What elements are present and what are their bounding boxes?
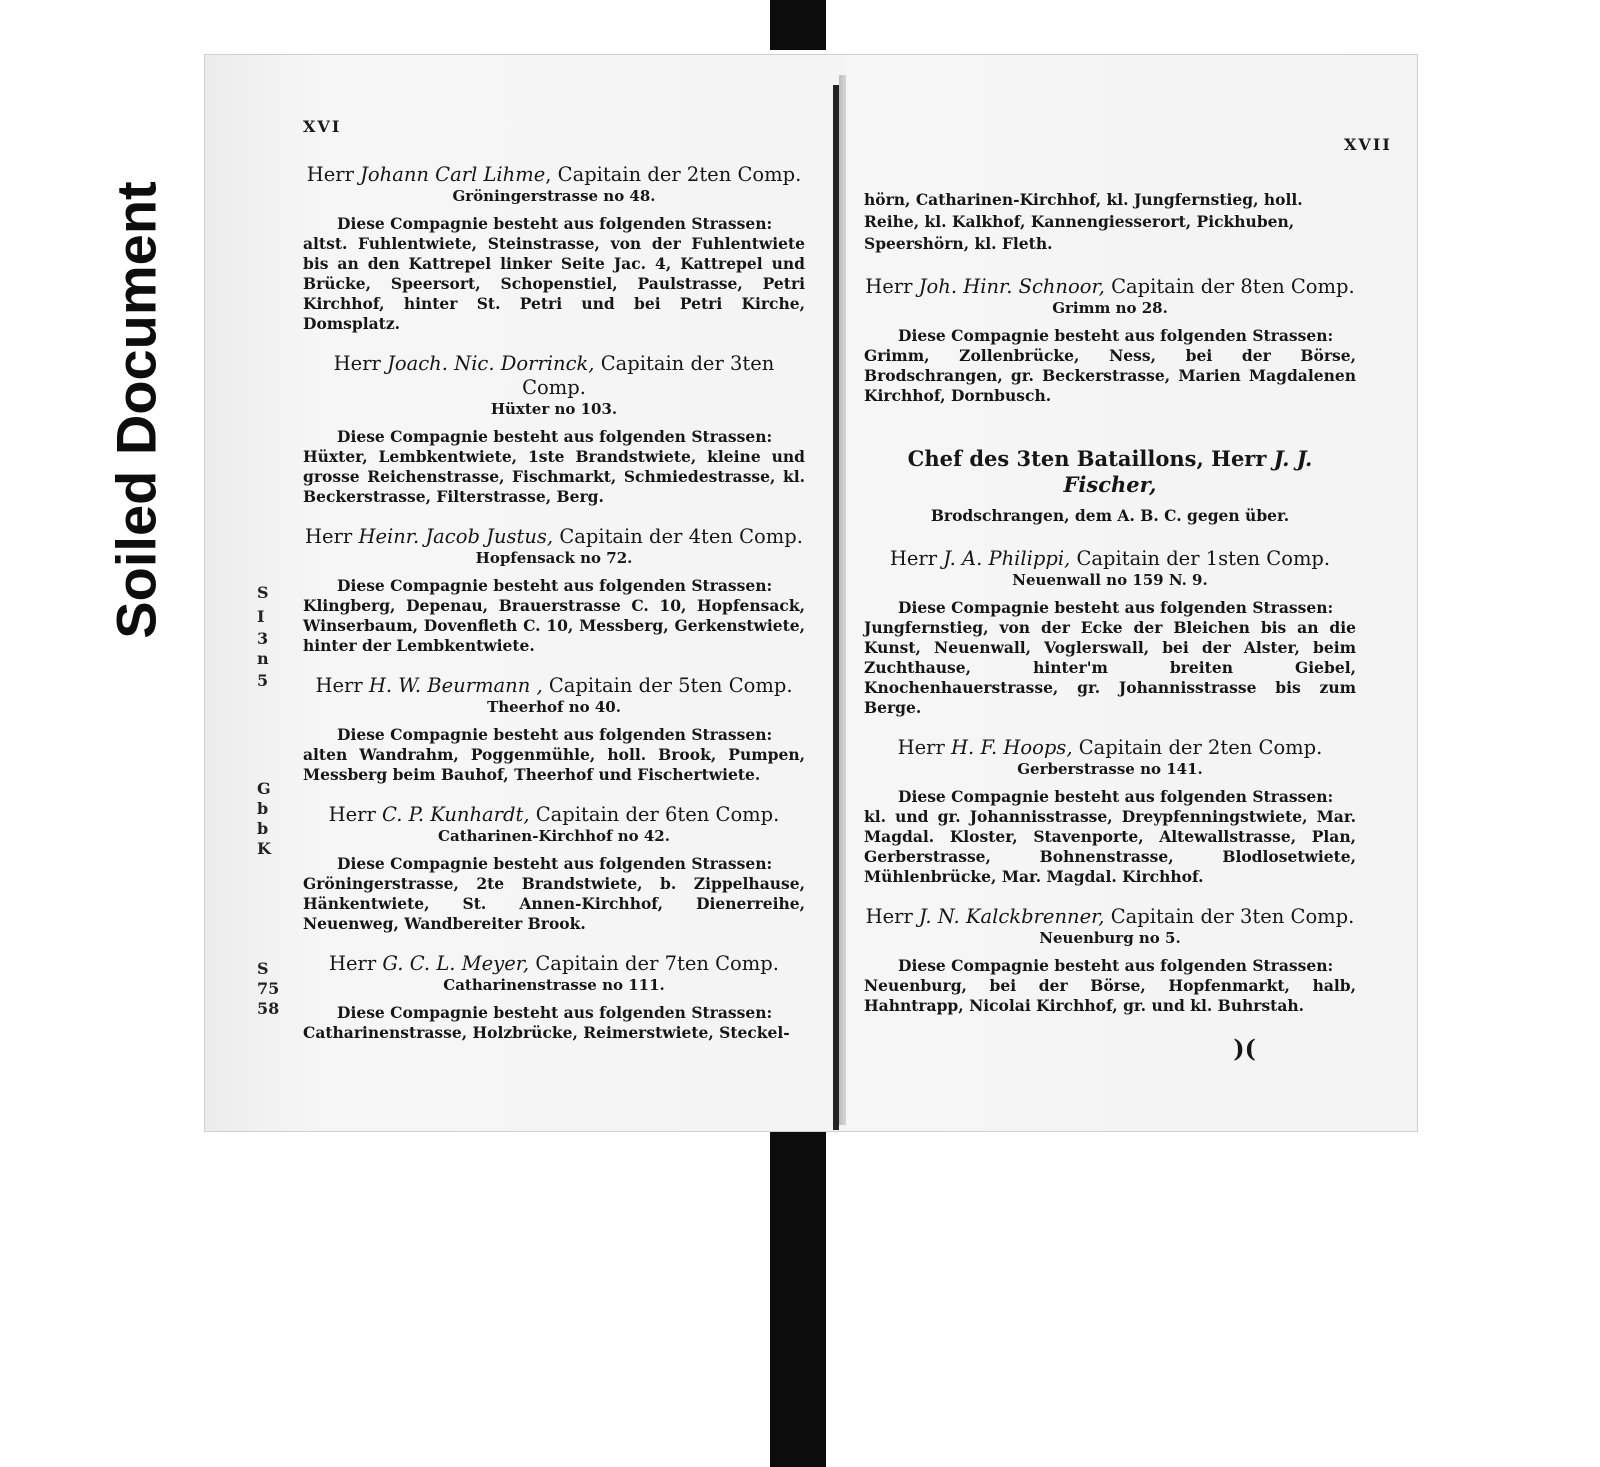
company-entry [864, 275, 1356, 406]
entry-heading: Herr Johann Carl Lihme, Capitain der 2ten Comp. [306, 163, 802, 186]
entry-address: Neuenburg no 5. [1039, 929, 1181, 947]
page-number-left: XVI [303, 117, 342, 136]
entry-streets: Diese Compagnie besteht aus folgenden Strassen: altst. Fuhlentwiete, Steinstrasse, von der Fuhlentwiete bis an den Kattrepel linker Seite Jac. 4, Kattrepel und Brücke, Speersort, Schopenstiel, Paulstrasse, Petri Kirchhof, hinter St. Petri und bei Petri Kirche, Domsplatz. [303, 214, 805, 333]
entry-streets: Diese Compagnie besteht aus folgenden Strassen: kl. und gr. Johannisstrasse, Dreypfenningstwiete, Mar. Magdal. Kloster, Stavenporte, Altewallstrasse, Plan, Gerberstrasse, Bohnenstrasse, Blodlosetwiete, Mühlenbrücke, Mar. Magdal. Kirchhof. [864, 787, 1356, 886]
margin-char: 3 [257, 629, 269, 648]
company-entry [303, 163, 805, 334]
captain-name: Joh. Hinr. Schnoor, [918, 275, 1105, 298]
margin-char: 58 [257, 999, 280, 1018]
captain-name: Joach. Nic. Dorrinck, [387, 352, 595, 375]
microfilm-strip-top [770, 0, 826, 50]
soiled-document-label [106, 150, 166, 670]
entry-streets: Diese Compagnie besteht aus folgenden Strassen: Klingberg, Depenau, Brauerstrasse C. 10, Hopfensack, Winserbaum, Dovenfleth C. 10, Messberg, Gerkenstwiete, hinter der Lembkentwiete. [303, 576, 805, 655]
captain-name: G. C. L. Meyer, [382, 952, 530, 975]
captain-name: Heinr. Jacob Justus, [358, 525, 554, 548]
margin-char: 5 [257, 671, 269, 690]
entry-heading: Herr C. P. Kunhardt, Capitain der 6ten Comp. [328, 803, 780, 826]
chef-address: Brodschrangen, dem A. B. C. gegen über. [930, 506, 1290, 525]
battalion-chef [864, 446, 1356, 525]
captain-name: H. F. Hoops, [951, 736, 1073, 759]
company-entry [864, 905, 1356, 1016]
entry-streets: Diese Compagnie besteht aus folgenden Strassen: Grimm, Zollenbrücke, Ness, bei der Börse, Brodschrangen, gr. Beckerstrasse, Marien Magdalenen Kirchhof, Dornbusch. [864, 326, 1356, 405]
margin-char: S [257, 583, 269, 602]
margin-char: S [257, 959, 269, 978]
company-entry [303, 352, 805, 507]
margin-char: I [257, 607, 265, 626]
entry-heading: Herr J. N. Kalckbrenner, Capitain der 3ten Comp. [865, 905, 1355, 928]
company-entry [864, 547, 1356, 718]
entry-address: Catharinenstrasse no 111. [443, 976, 665, 994]
captain-name: Johann Carl Lihme [360, 163, 546, 186]
continuation-text: hörn, Catharinen-Kirchhof, kl. Jungfernstieg, holl. Reihe, kl. Kalkhof, Kannengiesserort, Pickhuben, Speershörn, kl. Fleth. [864, 190, 1303, 253]
entry-heading: Herr G. C. L. Meyer, Capitain der 7ten Comp. [329, 952, 779, 975]
entry-heading: Herr J. A. Philippi, Capitain der 1sten Comp. [889, 547, 1331, 570]
microfilm-strip-bottom [770, 1132, 826, 1467]
entry-address: Gröningerstrasse no 48. [452, 187, 656, 205]
entry-heading: Herr Heinr. Jacob Justus, Capitain der 4ten Comp. [305, 525, 803, 548]
margin-char: b [257, 819, 269, 838]
captain-name: J. A. Philippi, [943, 547, 1071, 570]
entry-heading: Herr Joh. Hinr. Schnoor, Capitain der 8ten Comp. [865, 275, 1355, 298]
entry-heading: Herr Joach. Nic. Dorrinck, Capitain der 3ten Comp. [333, 352, 775, 399]
entry-address: Gerberstrasse no 141. [1017, 760, 1203, 778]
entry-heading: Herr H. W. Beurmann , Capitain der 5ten Comp. [315, 674, 793, 697]
margin-char: n [257, 649, 269, 668]
entry-address: Theerhof no 40. [487, 698, 621, 716]
left-page [205, 55, 846, 1131]
page-number-right: XVII [1344, 135, 1392, 154]
entry-heading: Herr H. F. Hoops, Capitain der 2ten Comp. [897, 736, 1323, 759]
company-entry [864, 736, 1356, 887]
end-mark: )( [1233, 1034, 1256, 1063]
company-entry [303, 952, 805, 1043]
entry-streets: Diese Compagnie besteht aus folgenden Strassen: Hüxter, Lembkentwiete, 1ste Brandstwiete, kleine und grosse Reichenstrasse, Fischmarkt, Schmiedestrasse, kl. Beckerstrasse, Filterstrasse, Berg. [303, 427, 805, 506]
company-entry [303, 674, 805, 785]
margin-char: b [257, 799, 269, 818]
margin-char: G [257, 779, 271, 798]
chef-name: J. J. Fischer, [1063, 446, 1313, 497]
captain-name: J. N. Kalckbrenner, [919, 905, 1105, 928]
captain-name: C. P. Kunhardt, [382, 803, 530, 826]
company-entry [303, 803, 805, 934]
margin-char: 75 [257, 979, 280, 998]
entry-streets: Diese Compagnie besteht aus folgenden Strassen: Catharinenstrasse, Holzbrücke, Reimerstwiete, Steckel- [303, 1003, 790, 1042]
entry-streets: Diese Compagnie besteht aus folgenden Strassen: Gröningerstrasse, 2te Brandstwiete, b. Zippelhause, Hänkentwiete, St. Annen-Kirchhof, Dienerreihe, Neuenweg, Wandbereiter Brook. [303, 854, 805, 933]
entry-streets: Diese Compagnie besteht aus folgenden Strassen: Jungfernstieg, von der Ecke der Bleichen bis an die Kunst, Neuenwall, Voglerswall, bei der Alster, beim Zuchthause, hinter'm breiten Giebel, Knochenhauerstrasse, gr. Johannisstrasse bis zum Berge. [864, 598, 1356, 717]
entry-streets: Diese Compagnie besteht aus folgenden Strassen: alten Wandrahm, Poggenmühle, holl. Brook, Pumpen, Messberg beim Bauhof, Theerhof und Fischertwiete. [303, 725, 805, 784]
company-entry [303, 525, 805, 656]
captain-name: H. W. Beurmann , [368, 674, 543, 697]
entry-streets: Diese Compagnie besteht aus folgenden Strassen: Neuenburg, bei der Börse, Hopfenmarkt, halb, Hahntrapp, Nicolai Kirchhof, gr. und kl. Buhrstah. [864, 956, 1356, 1015]
book-spread [204, 54, 1418, 1132]
margin-char: K [257, 839, 271, 858]
entry-address: Grimm no 28. [1052, 299, 1168, 317]
left-text-column [303, 163, 805, 1061]
entry-address: Catharinen-Kirchhof no 42. [438, 827, 670, 845]
entry-address: Hüxter no 103. [490, 400, 618, 418]
entry-address: Hopfensack no 72. [475, 549, 633, 567]
right-text-column [864, 189, 1356, 1063]
chef-heading: Chef des 3ten Bataillons, Herr J. J. Fischer, [907, 446, 1313, 497]
side-label-text: Soiled Document [104, 181, 168, 639]
entry-address: Neuenwall no 159 N. 9. [1012, 571, 1208, 589]
